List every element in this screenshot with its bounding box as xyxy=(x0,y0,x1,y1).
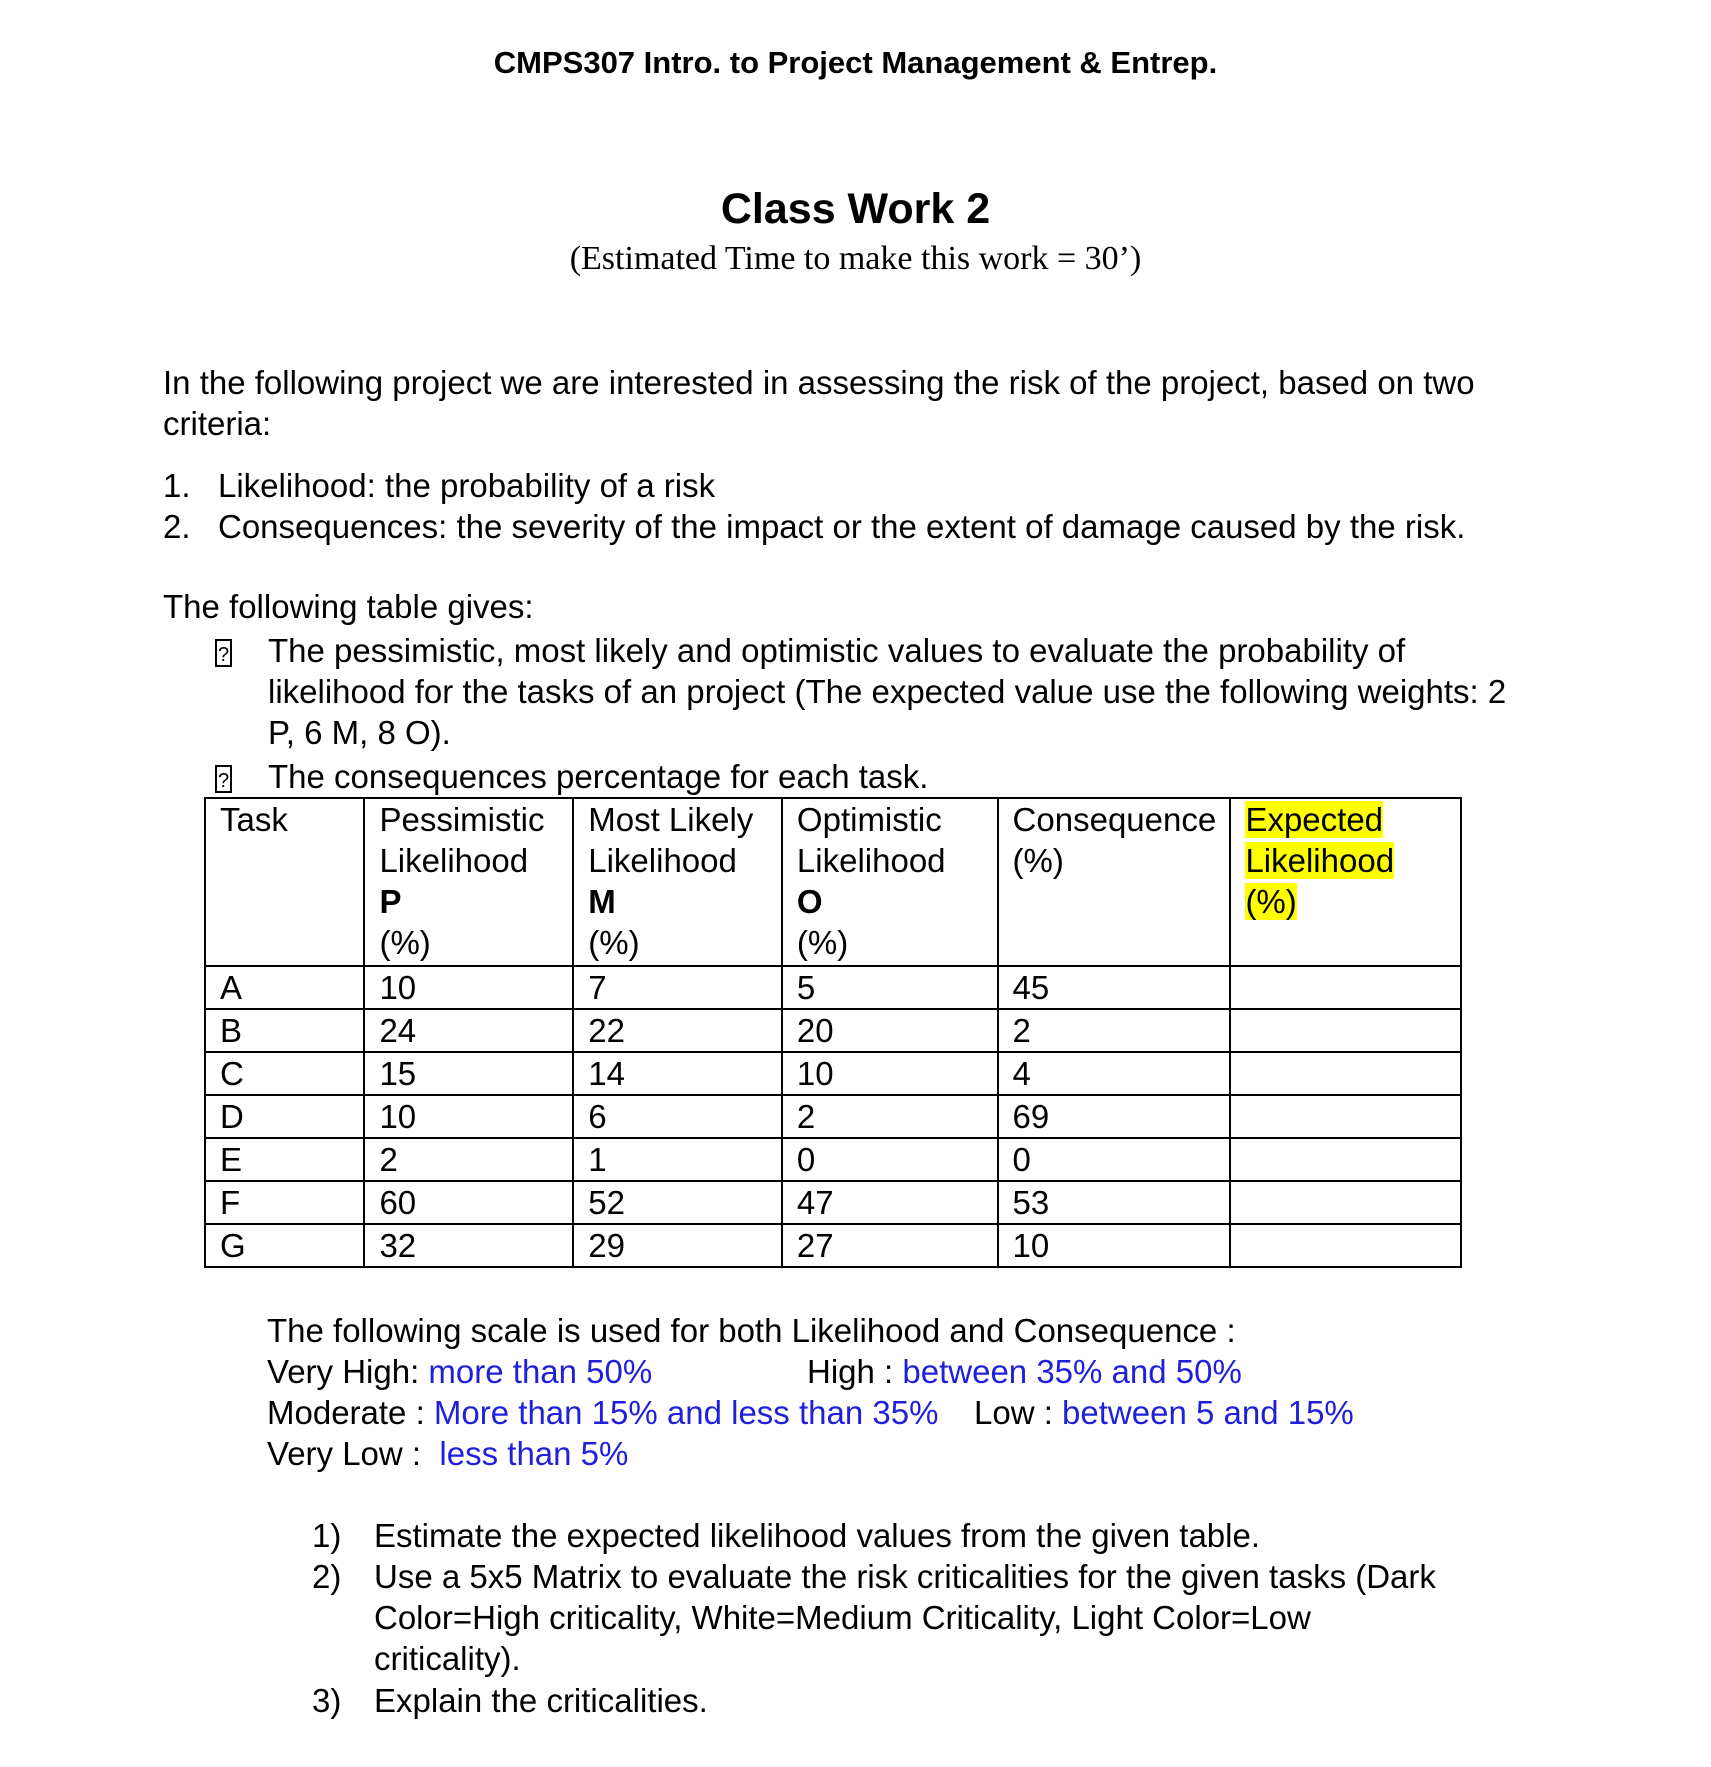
page-subtitle: (Estimated Time to make this work = 30’) xyxy=(569,240,1142,277)
risk-table xyxy=(204,797,1462,1268)
table-header-row xyxy=(205,798,1461,966)
question-item: 2) Use a 5x5 Matrix to evaluate the risk criticalities for the given tasks (Dark Color=High criticality, White=Medium Criticality, Light Color=Low criticality). xyxy=(312,1558,1436,1677)
course-header: CMPS307 Intro. to Project Management & Entrep. xyxy=(493,45,1218,80)
table-row: D 10 6 2 69 xyxy=(205,1095,1461,1138)
header-pessimistic: Pessimistic Likelihood P (%) xyxy=(364,798,573,966)
expected-cell xyxy=(1230,1052,1461,1095)
scale-very-high: Very High: more than 50% xyxy=(267,1353,653,1390)
criteria-item: 2. Consequences: the severity of the impact or the extent of damage caused by the risk. xyxy=(163,508,1466,545)
expected-cell xyxy=(1230,1138,1461,1181)
scale-intro: The following scale is used for both Likelihood and Consequence : xyxy=(267,1312,1236,1349)
header-optimistic: Optimistic Likelihood O (%) xyxy=(782,798,998,966)
table-intro: The following table gives: xyxy=(163,588,534,625)
bullet-icon: ? xyxy=(215,630,232,671)
expected-cell xyxy=(1230,1009,1461,1052)
table-row: E 2 1 0 0 xyxy=(205,1138,1461,1181)
page-title: Class Work 2 xyxy=(720,185,991,233)
header-expected: Expected Likelihood (%) xyxy=(1230,798,1461,966)
table-row: G 32 29 27 10 xyxy=(205,1224,1461,1267)
criteria-item: 1. Likelihood: the probability of a risk xyxy=(163,467,716,504)
expected-cell xyxy=(1230,1095,1461,1138)
bullet-text: The consequences percentage for each task. xyxy=(268,758,929,795)
scale-low: Low : between 5 and 15% xyxy=(974,1394,1354,1431)
question-item: 3) Explain the criticalities. xyxy=(312,1682,708,1719)
table-row: B 24 22 20 2 xyxy=(205,1009,1461,1052)
scale-very-low: Very Low : less than 5% xyxy=(267,1435,629,1472)
expected-cell xyxy=(1230,966,1461,1009)
bullet-icon: ? xyxy=(215,756,232,797)
expected-cell xyxy=(1230,1224,1461,1267)
table-row: F 60 52 47 53 xyxy=(205,1181,1461,1224)
header-consequence: Consequence (%) xyxy=(998,798,1231,966)
table-row: A 10 7 5 45 xyxy=(205,966,1461,1009)
expected-cell xyxy=(1230,1181,1461,1224)
question-item: 1) Estimate the expected likelihood values from the given table. xyxy=(312,1517,1261,1554)
bullet-text: The pessimistic, most likely and optimistic values to evaluate the probability of likelihood for the tasks of an project (The expected value use the following weights: 2 P, 6 M, 8 O). xyxy=(268,632,1507,751)
header-task: Task xyxy=(205,798,364,966)
scale-high: High : between 35% and 50% xyxy=(807,1353,1242,1390)
header-most-likely: Most Likely Likelihood M (%) xyxy=(573,798,782,966)
intro-paragraph: In the following project we are interested in assessing the risk of the project, based on two criteria: xyxy=(163,364,1475,442)
table-row: C 15 14 10 4 xyxy=(205,1052,1461,1095)
scale-moderate: Moderate : More than 15% and less than 35% xyxy=(267,1394,939,1431)
